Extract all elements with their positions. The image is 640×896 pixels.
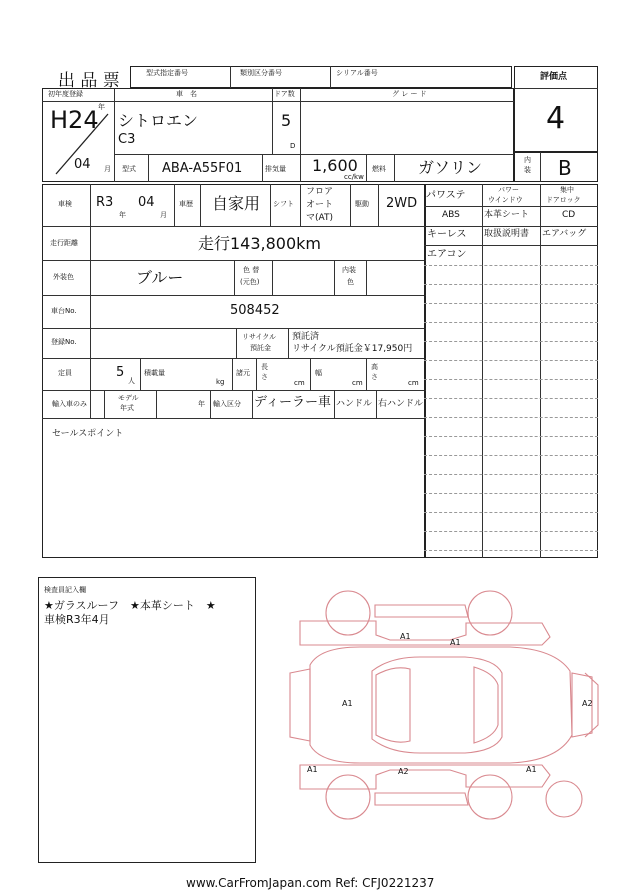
shift-line-2: オート	[306, 200, 334, 210]
equipment-grid-row-line	[424, 398, 598, 399]
equip-r2c2: 取扱説明書	[484, 229, 530, 239]
mileage-value: 走行143,800km	[198, 234, 322, 253]
model-year-label-2: 年式	[120, 404, 134, 412]
displacement-value: 1,600	[312, 156, 358, 175]
width-label: 幅	[315, 369, 322, 377]
color-change-label-2: (元色)	[240, 278, 260, 286]
width-unit: cm	[352, 379, 363, 387]
chassis-label: 車台No.	[51, 307, 77, 315]
equip-r1c3: CD	[562, 210, 576, 220]
usage-label: 車歴	[179, 200, 193, 208]
capacity-unit: 人	[128, 377, 135, 385]
usage-value: 自家用	[212, 194, 261, 213]
ruibetsu-label: 類別区分番号	[240, 69, 282, 77]
fuel-label: 燃料	[372, 165, 386, 173]
inspection-month-unit: 月	[160, 211, 167, 219]
registration-no-label: 登録No.	[51, 338, 77, 346]
car-diagram	[280, 585, 610, 825]
equipment-grid-row-line	[424, 474, 598, 475]
damage-mark: A1	[400, 632, 411, 641]
model-year-unit: 年	[198, 400, 205, 408]
sales-point-label: セールスポイント	[52, 429, 124, 439]
capacity-label: 定員	[58, 369, 72, 377]
damage-mark: A1	[307, 765, 318, 774]
inspection-month: 04	[138, 195, 155, 210]
length-label-2: さ	[261, 373, 268, 381]
length-unit: cm	[294, 379, 305, 387]
handle-label: ハンドル	[336, 399, 373, 409]
damage-mark: A1	[450, 638, 461, 647]
damage-mark: A2	[398, 767, 409, 776]
type-value: ABA-A55F01	[162, 161, 243, 176]
equipment-grid	[424, 184, 598, 558]
color-change-label-1: 色 替	[243, 266, 260, 274]
first-reg-month: 04	[74, 157, 91, 172]
interior-color-label-1: 内装	[342, 266, 356, 274]
length-label-1: 長	[261, 363, 268, 371]
katashiki-label: 型式指定番号	[146, 69, 188, 77]
equipment-grid-row-line	[424, 493, 598, 494]
car-name-label: 車 名	[176, 90, 197, 98]
damage-mark: A2	[582, 699, 593, 708]
equip-r3c1: エアコン	[427, 249, 467, 260]
equipment-grid-row-line	[424, 379, 598, 380]
equipment-grid-row-line	[424, 455, 598, 456]
equip-header-2a: パワー	[498, 186, 519, 194]
score-value: 4	[546, 101, 566, 136]
inspector-label: 検査員記入欄	[44, 586, 86, 594]
damage-mark: A1	[342, 699, 353, 708]
shift-line-3: マ(AT)	[306, 213, 333, 223]
displacement-label: 排気量	[265, 165, 286, 173]
equip-header-3b: ドアロック	[546, 196, 581, 204]
title: 出 品 票	[58, 71, 120, 91]
interior-grade: B	[558, 156, 572, 180]
doors-unit: D	[290, 142, 296, 150]
footer-ref: www.CarFromJapan.com Ref: CFJ0221237	[186, 876, 435, 890]
drive-label: 駆動	[355, 200, 369, 208]
recycle-label-2: 預託金	[250, 344, 271, 352]
shift-line-1: フロア	[306, 187, 334, 197]
equip-header-1: パワステ	[426, 190, 466, 201]
capacity-value: 5	[116, 365, 125, 380]
equipment-grid-row-line	[424, 550, 598, 551]
type-label: 型式	[122, 165, 136, 173]
first-reg-month-unit: 月	[104, 165, 111, 173]
interior-label-2: 装	[524, 166, 531, 174]
equipment-grid-row-line	[424, 322, 598, 323]
color-label: 外装色	[53, 273, 74, 281]
first-reg-year: H24	[50, 106, 99, 134]
equipment-grid-row-line	[424, 303, 598, 304]
inspection-era: R3	[96, 195, 114, 210]
recycle-amount: リサイクル預託金￥17,950円	[292, 344, 413, 354]
equip-r1c2: 本革シート	[484, 210, 530, 220]
displacement-unit: cc/kw	[344, 173, 364, 181]
car-model: C3	[118, 132, 136, 147]
inspector-line-2: 車検R3年4月	[44, 613, 110, 626]
load-label: 積載量	[144, 369, 165, 377]
load-unit: kg	[216, 378, 225, 386]
shift-label: シフト	[273, 200, 294, 208]
interior-label-1: 内	[524, 156, 531, 164]
drive-value: 2WD	[386, 196, 418, 211]
doors-label: ドア数	[274, 90, 295, 98]
handle-value: 右ハンドル	[378, 399, 424, 409]
mileage-label: 走行距離	[50, 239, 78, 247]
car-name: シトロエン	[118, 111, 199, 130]
equipment-grid-row-line	[424, 360, 598, 361]
score-label: 評価点	[540, 72, 568, 82]
first-reg-label: 初年度登録	[48, 90, 83, 98]
import-label: 輸入車のみ	[52, 400, 87, 408]
equipment-grid-row-line	[424, 265, 598, 266]
equipment-grid-row-line	[424, 284, 598, 285]
damage-mark: A1	[526, 765, 537, 774]
chassis-value: 508452	[230, 303, 280, 318]
model-year-label-1: モデル	[118, 394, 139, 402]
inspector-line-1: ★ガラスルーフ ★本革シート ★	[44, 599, 216, 612]
doors-value: 5	[281, 111, 292, 130]
equipment-grid-row-line	[424, 531, 598, 532]
recycle-status: 預託済	[292, 332, 320, 342]
serial-label: シリアル番号	[336, 69, 378, 77]
import-type-label: 輸入区分	[213, 400, 241, 408]
equip-r1c1: ABS	[442, 210, 460, 220]
recycle-label-1: リサイクル	[242, 333, 277, 341]
equipment-grid-row-line	[424, 417, 598, 418]
dims-label: 諸元	[236, 369, 250, 377]
equip-r2c1: キーレス	[427, 229, 467, 240]
import-type-value: ディーラー車	[254, 395, 331, 410]
grade-label: グ レ ー ド	[392, 90, 427, 98]
inspection-label: 車検	[58, 200, 72, 208]
equip-header-3a: 集中	[560, 186, 574, 194]
equipment-grid-row-line	[424, 512, 598, 513]
equip-header-2b: ウインドウ	[488, 196, 523, 204]
inspection-year-unit: 年	[119, 211, 126, 219]
height-label-2: さ	[371, 373, 378, 381]
equipment-grid-row-line	[424, 436, 598, 437]
color-value: ブルー	[136, 268, 184, 287]
interior-color-label-2: 色	[347, 278, 354, 286]
height-unit: cm	[408, 379, 419, 387]
height-label-1: 高	[371, 363, 378, 371]
first-reg-year-unit: 年	[98, 103, 105, 111]
equip-r2c3: エアバッグ	[542, 229, 587, 239]
equipment-grid-row-line	[424, 341, 598, 342]
fuel-value: ガソリン	[418, 158, 483, 177]
